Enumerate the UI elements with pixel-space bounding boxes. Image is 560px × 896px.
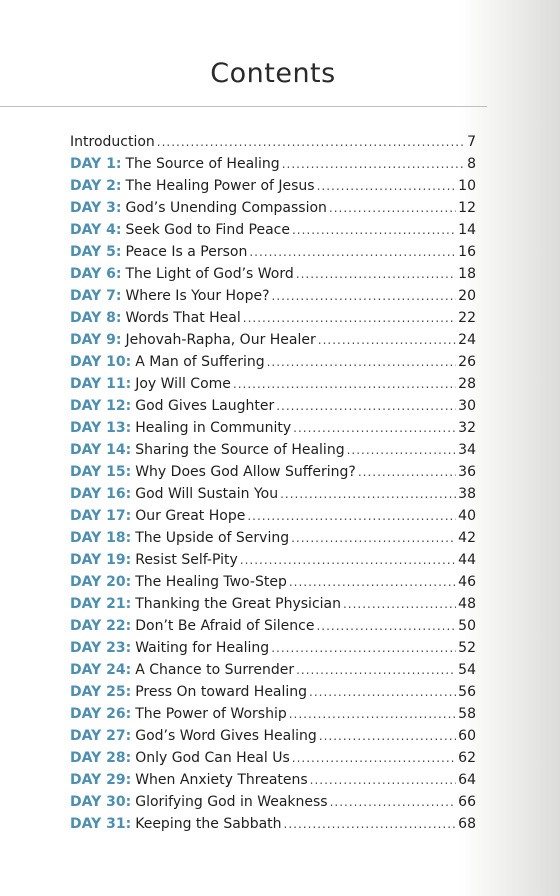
toc-entry bbox=[70, 420, 476, 442]
toc-entry bbox=[70, 222, 476, 244]
dot-leader bbox=[292, 751, 456, 765]
entry-title: Jehovah-Rapha, Our Healer bbox=[125, 332, 316, 348]
day-number: DAY 8: bbox=[70, 310, 122, 326]
page-number: 52 bbox=[458, 640, 476, 656]
day-number: DAY 3: bbox=[70, 200, 122, 216]
dot-leader bbox=[330, 795, 457, 809]
day-number: DAY 24: bbox=[70, 662, 132, 678]
entry-title: Words That Heal bbox=[125, 310, 241, 326]
dot-leader bbox=[240, 553, 456, 567]
dot-leader bbox=[329, 201, 456, 215]
toc-entry bbox=[70, 508, 476, 530]
dot-leader bbox=[292, 223, 456, 237]
day-number: DAY 19: bbox=[70, 552, 132, 568]
page-number: 24 bbox=[458, 332, 476, 348]
entry-title: Healing in Community bbox=[135, 420, 292, 436]
toc-entry bbox=[70, 640, 476, 662]
toc-entry bbox=[70, 794, 476, 816]
page-title: Contents bbox=[210, 58, 336, 89]
entry-title: Waiting for Healing bbox=[135, 640, 270, 656]
day-number: DAY 9: bbox=[70, 332, 122, 348]
entry-title: God’s Unending Compassion bbox=[125, 200, 327, 216]
toc-entry bbox=[70, 684, 476, 706]
page-number: 20 bbox=[458, 288, 476, 304]
page-number: 60 bbox=[458, 728, 476, 744]
entry-title: Resist Self-Pity bbox=[135, 552, 238, 568]
toc-entry bbox=[70, 706, 476, 728]
dot-leader bbox=[271, 641, 456, 655]
toc-entry bbox=[70, 530, 476, 552]
page-number: 54 bbox=[458, 662, 476, 678]
day-number: DAY 21: bbox=[70, 596, 132, 612]
entry-title: Peace Is a Person bbox=[125, 244, 248, 260]
toc-entry bbox=[70, 332, 476, 354]
entry-title: A Chance to Surrender bbox=[135, 662, 295, 678]
day-number: DAY 26: bbox=[70, 706, 132, 722]
dot-leader bbox=[317, 179, 457, 193]
page-number: 56 bbox=[458, 684, 476, 700]
dot-leader bbox=[276, 399, 456, 413]
toc-entry bbox=[70, 244, 476, 266]
day-number: DAY 6: bbox=[70, 266, 122, 282]
entry-title: Press On toward Healing bbox=[135, 684, 308, 700]
page-number: 14 bbox=[458, 222, 476, 238]
toc-entry bbox=[70, 618, 476, 640]
toc-entry bbox=[70, 750, 476, 772]
entry-title: God Will Sustain You bbox=[135, 486, 279, 502]
page-number: 16 bbox=[458, 244, 476, 260]
entry-title: Keeping the Sabbath bbox=[135, 816, 282, 832]
entry-title: The Upside of Serving bbox=[135, 530, 290, 546]
day-number: DAY 2: bbox=[70, 178, 122, 194]
entry-title: Joy Will Come bbox=[135, 376, 231, 392]
page-number: 66 bbox=[458, 794, 476, 810]
dot-leader bbox=[289, 575, 456, 589]
day-number: DAY 22: bbox=[70, 618, 132, 634]
dot-leader bbox=[358, 465, 456, 479]
toc-entry bbox=[70, 266, 476, 288]
toc-entry bbox=[70, 552, 476, 574]
entry-title: The Light of God’s Word bbox=[125, 266, 294, 282]
dot-leader bbox=[296, 663, 456, 677]
dot-leader bbox=[309, 685, 456, 699]
day-number: DAY 17: bbox=[70, 508, 132, 524]
entry-title: The Healing Two-Step bbox=[135, 574, 287, 590]
dot-leader bbox=[296, 267, 456, 281]
toc-entry bbox=[70, 442, 476, 464]
entry-title: Seek God to Find Peace bbox=[125, 222, 290, 238]
toc-entry bbox=[70, 200, 476, 222]
dot-leader bbox=[243, 311, 456, 325]
toc-entry bbox=[70, 816, 476, 838]
day-number: DAY 5: bbox=[70, 244, 122, 260]
page-number: 22 bbox=[458, 310, 476, 326]
entry-title: Glorifying God in Weakness bbox=[135, 794, 328, 810]
day-number: DAY 20: bbox=[70, 574, 132, 590]
dot-leader bbox=[319, 729, 456, 743]
entry-title: Thanking the Great Physician bbox=[135, 596, 341, 612]
toc-entry bbox=[70, 662, 476, 684]
page-number: 32 bbox=[458, 420, 476, 436]
dot-leader bbox=[267, 355, 457, 369]
table-of-contents bbox=[70, 134, 476, 838]
day-number: DAY 27: bbox=[70, 728, 132, 744]
day-number: DAY 1: bbox=[70, 156, 122, 172]
toc-entry bbox=[70, 134, 476, 156]
title-divider bbox=[0, 106, 487, 107]
page-number: 42 bbox=[458, 530, 476, 546]
toc-entry bbox=[70, 310, 476, 332]
toc-entry bbox=[70, 728, 476, 750]
day-number: DAY 29: bbox=[70, 772, 132, 788]
entry-title: Don’t Be Afraid of Silence bbox=[135, 618, 315, 634]
entry-title: Our Great Hope bbox=[135, 508, 246, 524]
entry-title: God Gives Laughter bbox=[135, 398, 275, 414]
dot-leader bbox=[293, 421, 456, 435]
page-number: 64 bbox=[458, 772, 476, 788]
page-number: 28 bbox=[458, 376, 476, 392]
entry-title: The Power of Worship bbox=[135, 706, 287, 722]
day-number: DAY 4: bbox=[70, 222, 122, 238]
toc-entry bbox=[70, 596, 476, 618]
page-number: 44 bbox=[458, 552, 476, 568]
entry-title: Sharing the Source of Healing bbox=[135, 442, 345, 458]
entry-title: Where Is Your Hope? bbox=[125, 288, 270, 304]
dot-leader bbox=[272, 289, 457, 303]
day-number: DAY 7: bbox=[70, 288, 122, 304]
entry-title: Only God Can Heal Us bbox=[135, 750, 290, 766]
toc-entry bbox=[70, 178, 476, 200]
dot-leader bbox=[318, 333, 456, 347]
dot-leader bbox=[291, 531, 456, 545]
entry-title: When Anxiety Threatens bbox=[135, 772, 308, 788]
day-number: DAY 16: bbox=[70, 486, 132, 502]
day-number: DAY 31: bbox=[70, 816, 132, 832]
day-number: DAY 28: bbox=[70, 750, 132, 766]
entry-title: Why Does God Allow Suffering? bbox=[135, 464, 356, 480]
toc-entry bbox=[70, 288, 476, 310]
entry-title: God’s Word Gives Healing bbox=[135, 728, 317, 744]
page-number: 30 bbox=[458, 398, 476, 414]
entry-title: The Healing Power of Jesus bbox=[125, 178, 315, 194]
page-number: 46 bbox=[458, 574, 476, 590]
dot-leader bbox=[284, 817, 457, 831]
entry-title: The Source of Healing bbox=[125, 156, 280, 172]
page-number: 8 bbox=[467, 156, 476, 172]
day-number: DAY 30: bbox=[70, 794, 132, 810]
toc-entry bbox=[70, 376, 476, 398]
toc-entry bbox=[70, 156, 476, 178]
page-number: 12 bbox=[458, 200, 476, 216]
page-number: 7 bbox=[467, 134, 476, 150]
page-number: 40 bbox=[458, 508, 476, 524]
toc-entry bbox=[70, 574, 476, 596]
toc-entry bbox=[70, 398, 476, 420]
dot-leader bbox=[289, 707, 456, 721]
toc-entry bbox=[70, 464, 476, 486]
page-number: 34 bbox=[458, 442, 476, 458]
day-number: DAY 14: bbox=[70, 442, 132, 458]
page-number: 58 bbox=[458, 706, 476, 722]
dot-leader bbox=[310, 773, 457, 787]
dot-leader bbox=[280, 487, 456, 501]
day-number: DAY 11: bbox=[70, 376, 132, 392]
dot-leader bbox=[343, 597, 456, 611]
page-number: 26 bbox=[458, 354, 476, 370]
toc-entry bbox=[70, 772, 476, 794]
page-number: 36 bbox=[458, 464, 476, 480]
toc-entry bbox=[70, 354, 476, 376]
page-number: 10 bbox=[458, 178, 476, 194]
dot-leader bbox=[316, 619, 456, 633]
dot-leader bbox=[157, 135, 465, 149]
day-number: DAY 18: bbox=[70, 530, 132, 546]
page-number: 62 bbox=[458, 750, 476, 766]
page-number: 48 bbox=[458, 596, 476, 612]
toc-entry bbox=[70, 486, 476, 508]
day-number: DAY 23: bbox=[70, 640, 132, 656]
page-number: 68 bbox=[458, 816, 476, 832]
dot-leader bbox=[282, 157, 465, 171]
entry-title: A Man of Suffering bbox=[135, 354, 265, 370]
day-number: DAY 12: bbox=[70, 398, 132, 414]
dot-leader bbox=[347, 443, 457, 457]
day-number: DAY 13: bbox=[70, 420, 132, 436]
dot-leader bbox=[247, 509, 456, 523]
day-number: DAY 15: bbox=[70, 464, 132, 480]
page-number: 38 bbox=[458, 486, 476, 502]
day-number: DAY 25: bbox=[70, 684, 132, 700]
page-number: 18 bbox=[458, 266, 476, 282]
dot-leader bbox=[249, 245, 456, 259]
day-number: DAY 10: bbox=[70, 354, 132, 370]
dot-leader bbox=[233, 377, 456, 391]
page-number: 50 bbox=[458, 618, 476, 634]
entry-title: Introduction bbox=[70, 134, 155, 150]
